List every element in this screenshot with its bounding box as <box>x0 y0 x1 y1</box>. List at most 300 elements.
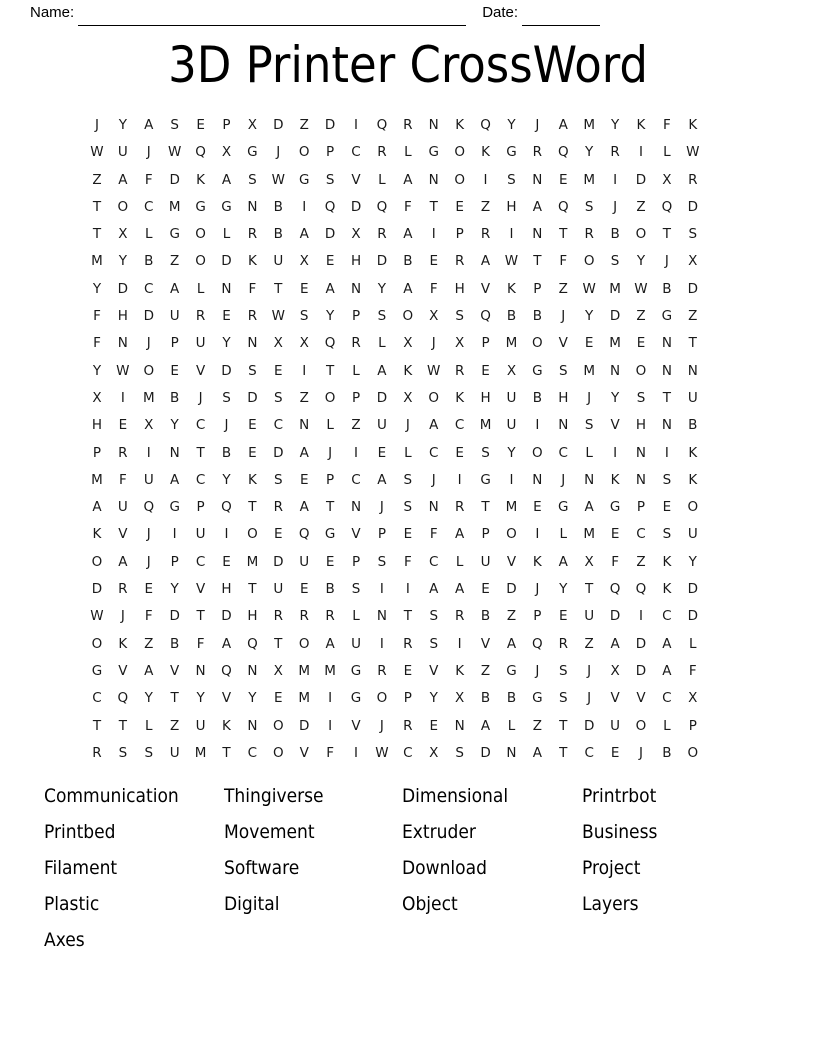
letter-cell[interactable]: R <box>273 608 283 625</box>
letter-cell[interactable] <box>706 494 732 521</box>
letter-cell[interactable]: Q <box>247 635 258 652</box>
letter-cell[interactable]: V <box>610 690 620 707</box>
letter-cell[interactable]: T <box>662 226 672 243</box>
letter-cell[interactable] <box>706 276 732 303</box>
letter-cell[interactable]: E <box>325 553 335 570</box>
letter-cell[interactable]: X <box>92 389 102 406</box>
letter-cell[interactable]: Z <box>506 608 517 625</box>
letter-cell[interactable]: G <box>480 471 491 488</box>
letter-cell[interactable] <box>706 658 732 685</box>
letter-cell[interactable]: E <box>274 690 283 707</box>
letter-cell[interactable]: J <box>94 117 99 133</box>
letter-cell[interactable]: O <box>247 526 258 543</box>
letter-cell[interactable]: Y <box>196 690 205 707</box>
letter-cell[interactable]: W <box>271 308 285 325</box>
letter-cell[interactable]: E <box>196 117 205 133</box>
letter-cell[interactable]: R <box>247 226 258 243</box>
letter-cell[interactable]: Z <box>299 389 309 406</box>
letter-cell[interactable]: T <box>662 389 672 406</box>
letter-cell[interactable]: G <box>558 499 569 516</box>
letter-cell[interactable]: C <box>558 444 568 461</box>
letter-cell[interactable]: O <box>272 717 284 734</box>
letter-cell[interactable]: M <box>194 744 207 761</box>
letter-cell[interactable]: R <box>377 144 387 161</box>
letter-cell[interactable]: K <box>118 635 128 652</box>
letter-cell[interactable]: V <box>195 581 206 598</box>
letter-cell[interactable]: L <box>378 335 386 352</box>
letter-cell[interactable]: S <box>222 389 231 406</box>
letter-cell[interactable]: X <box>351 226 361 243</box>
letter-cell[interactable]: G <box>609 499 621 516</box>
letter-cell[interactable]: P <box>351 389 361 406</box>
letter-cell[interactable]: Y <box>92 362 102 379</box>
letter-cell[interactable]: B <box>273 198 283 215</box>
letter-cell[interactable]: F <box>403 198 412 215</box>
letter-cell[interactable]: P <box>92 444 102 461</box>
letter-cell[interactable]: L <box>507 717 516 734</box>
letter-cell[interactable]: X <box>273 335 283 352</box>
letter-cell[interactable]: E <box>274 362 283 379</box>
letter-cell[interactable]: Y <box>636 253 646 270</box>
letter-cell[interactable]: G <box>661 308 673 325</box>
letter-cell[interactable]: U <box>351 635 361 652</box>
letter-cell[interactable]: M <box>479 417 492 434</box>
letter-cell[interactable]: J <box>224 417 229 434</box>
letter-cell[interactable]: N <box>428 499 439 516</box>
letter-cell[interactable]: P <box>170 553 179 570</box>
letter-cell[interactable]: A <box>480 253 491 270</box>
letter-cell[interactable]: D <box>376 389 388 406</box>
letter-cell[interactable]: G <box>169 226 180 243</box>
letter-cell[interactable]: B <box>688 417 698 434</box>
letter-cell[interactable]: K <box>247 471 257 488</box>
letter-cell[interactable]: M <box>609 280 621 297</box>
letter-cell[interactable]: P <box>481 526 490 543</box>
letter-cell[interactable]: I <box>457 471 462 488</box>
letter-cell[interactable]: L <box>145 717 153 734</box>
letter-cell[interactable]: T <box>222 744 231 761</box>
letter-cell[interactable]: S <box>351 581 361 598</box>
letter-cell[interactable]: M <box>91 471 103 488</box>
letter-cell[interactable]: R <box>247 308 258 325</box>
letter-cell[interactable]: G <box>221 198 232 215</box>
letter-cell[interactable]: Y <box>507 444 516 461</box>
letter-cell[interactable]: Z <box>688 308 698 325</box>
letter-cell[interactable]: E <box>455 198 464 215</box>
letter-cell[interactable]: C <box>195 417 206 434</box>
letter-cell[interactable]: C <box>144 198 154 215</box>
letter-cell[interactable]: S <box>144 744 154 761</box>
letter-cell[interactable]: O <box>91 635 103 652</box>
word-list-item[interactable]: Printbed <box>44 821 116 843</box>
letter-cell[interactable]: Y <box>92 280 102 297</box>
letter-cell[interactable]: H <box>635 417 647 434</box>
letter-cell[interactable]: T <box>688 335 697 352</box>
letter-cell[interactable]: V <box>170 662 180 679</box>
letter-cell[interactable]: N <box>376 608 387 625</box>
letter-cell[interactable]: O <box>324 389 336 406</box>
letter-cell[interactable]: J <box>276 144 281 161</box>
letter-cell[interactable]: Y <box>222 471 231 488</box>
letter-cell[interactable]: J <box>379 717 384 734</box>
letter-cell[interactable]: T <box>92 717 102 734</box>
letter-cell[interactable]: C <box>195 553 206 570</box>
letter-cell[interactable]: L <box>326 417 334 434</box>
letter-cell[interactable]: U <box>117 499 128 516</box>
letter-cell[interactable]: U <box>195 717 206 734</box>
letter-cell[interactable]: A <box>455 581 465 598</box>
letter-cell[interactable]: U <box>273 581 284 598</box>
letter-cell[interactable]: D <box>350 198 362 215</box>
letter-cell[interactable]: G <box>532 690 543 707</box>
letter-cell[interactable] <box>706 467 732 494</box>
letter-cell[interactable]: X <box>299 253 309 270</box>
letter-cell[interactable]: N <box>195 662 206 679</box>
letter-cell[interactable]: S <box>688 226 698 243</box>
letter-cell[interactable]: L <box>196 280 205 297</box>
letter-cell[interactable]: V <box>506 553 517 570</box>
letter-cell[interactable]: X <box>403 335 413 352</box>
letter-cell[interactable]: Q <box>557 144 569 161</box>
letter-cell[interactable]: N <box>247 662 258 679</box>
letter-cell[interactable]: S <box>377 308 387 325</box>
letter-cell[interactable]: C <box>662 608 672 625</box>
letter-cell[interactable]: J <box>535 117 540 133</box>
letter-cell[interactable]: G <box>506 662 517 679</box>
letter-cell[interactable]: R <box>403 117 413 133</box>
letter-cell[interactable]: N <box>661 335 672 352</box>
letter-cell[interactable]: M <box>583 526 595 543</box>
letter-cell[interactable]: V <box>610 417 620 434</box>
letter-cell[interactable]: A <box>455 526 465 543</box>
letter-cell[interactable]: Y <box>610 117 620 133</box>
letter-cell[interactable]: J <box>146 526 151 543</box>
letter-cell[interactable]: X <box>299 335 309 352</box>
letter-cell[interactable]: E <box>248 417 257 434</box>
letter-cell[interactable]: L <box>378 171 386 188</box>
letter-cell[interactable]: O <box>454 144 465 161</box>
letter-cell[interactable]: R <box>454 608 465 625</box>
letter-cell[interactable]: F <box>559 253 568 270</box>
letter-cell[interactable]: D <box>221 362 232 379</box>
letter-cell[interactable]: A <box>532 744 542 761</box>
letter-cell[interactable]: R <box>403 635 413 652</box>
letter-cell[interactable]: I <box>172 526 177 543</box>
letter-cell[interactable]: Y <box>688 553 697 570</box>
letter-cell[interactable]: I <box>302 198 307 215</box>
letter-cell[interactable]: R <box>558 635 568 652</box>
letter-cell[interactable]: Q <box>298 526 310 543</box>
word-list-item[interactable]: Printrbot <box>582 785 657 807</box>
letter-cell[interactable]: H <box>117 308 128 325</box>
letter-cell[interactable]: Y <box>585 144 594 161</box>
letter-cell[interactable]: U <box>195 526 206 543</box>
letter-cell[interactable]: O <box>532 444 543 461</box>
letter-cell[interactable]: S <box>558 362 568 379</box>
letter-cell[interactable]: K <box>403 362 413 379</box>
letter-cell[interactable]: J <box>146 144 151 161</box>
letter-cell[interactable]: E <box>299 581 309 598</box>
letter-cell[interactable]: S <box>325 171 335 188</box>
letter-cell[interactable]: J <box>328 444 333 461</box>
letter-cell[interactable]: D <box>687 608 698 625</box>
word-list-item[interactable]: Digital <box>224 893 280 915</box>
letter-cell[interactable]: M <box>91 253 103 270</box>
word-list-item[interactable]: Project <box>582 857 641 879</box>
letter-cell[interactable]: R <box>325 608 335 625</box>
letter-cell[interactable]: K <box>455 117 465 133</box>
letter-cell[interactable]: M <box>583 362 595 379</box>
letter-cell[interactable]: I <box>457 635 462 652</box>
letter-cell[interactable]: K <box>688 471 698 488</box>
letter-cell[interactable]: B <box>662 744 672 761</box>
letter-cell[interactable]: R <box>688 171 698 188</box>
letter-cell[interactable]: G <box>298 171 310 188</box>
letter-cell[interactable]: J <box>431 335 436 352</box>
letter-cell[interactable]: C <box>144 280 154 297</box>
letter-cell[interactable]: N <box>247 198 258 215</box>
letter-cell[interactable]: D <box>221 608 232 625</box>
letter-cell[interactable]: T <box>559 717 568 734</box>
letter-cell[interactable]: F <box>118 471 127 488</box>
letter-cell[interactable]: O <box>583 253 595 270</box>
letter-cell[interactable]: U <box>195 335 206 352</box>
letter-cell[interactable]: U <box>117 144 128 161</box>
letter-cell[interactable]: Z <box>144 635 154 652</box>
letter-cell[interactable]: B <box>506 690 517 707</box>
letter-cell[interactable]: U <box>299 553 310 570</box>
letter-cell[interactable]: A <box>221 171 232 188</box>
letter-cell[interactable]: A <box>144 662 154 679</box>
letter-cell[interactable]: T <box>170 690 179 707</box>
letter-cell[interactable]: S <box>403 471 413 488</box>
name-write-line[interactable] <box>78 9 466 26</box>
letter-cell[interactable]: E <box>455 444 464 461</box>
letter-cell[interactable]: P <box>170 335 179 352</box>
letter-cell[interactable]: J <box>535 662 540 679</box>
letter-cell[interactable]: I <box>509 471 514 488</box>
letter-cell[interactable]: A <box>558 117 568 133</box>
letter-cell[interactable]: Y <box>170 417 179 434</box>
letter-cell[interactable]: A <box>170 471 180 488</box>
letter-cell[interactable]: T <box>248 581 257 598</box>
letter-cell[interactable]: S <box>248 362 257 379</box>
letter-cell[interactable]: D <box>635 662 647 679</box>
letter-cell[interactable]: G <box>195 198 206 215</box>
letter-cell[interactable]: J <box>535 581 540 598</box>
letter-cell[interactable]: U <box>273 253 284 270</box>
letter-cell[interactable]: R <box>403 717 413 734</box>
letter-cell[interactable]: T <box>118 717 127 734</box>
letter-cell[interactable]: X <box>688 253 698 270</box>
letter-cell[interactable]: L <box>404 144 412 161</box>
letter-cell[interactable]: F <box>663 117 671 133</box>
letter-cell[interactable]: I <box>146 444 151 461</box>
letter-cell[interactable]: S <box>274 471 283 488</box>
letter-cell[interactable]: A <box>403 226 413 243</box>
letter-cell[interactable]: F <box>144 608 153 625</box>
letter-cell[interactable]: C <box>273 417 284 434</box>
letter-cell[interactable]: E <box>325 253 335 270</box>
letter-cell[interactable]: B <box>273 226 283 243</box>
letter-cell[interactable]: M <box>583 171 595 188</box>
letter-cell[interactable]: L <box>663 144 671 161</box>
letter-cell[interactable]: B <box>170 635 180 652</box>
letter-cell[interactable]: A <box>558 553 568 570</box>
letter-cell[interactable]: R <box>273 499 283 516</box>
letter-cell[interactable]: O <box>532 335 543 352</box>
word-list-item[interactable]: Axes <box>44 929 85 951</box>
letter-cell[interactable]: L <box>352 362 360 379</box>
letter-cell[interactable] <box>706 303 732 330</box>
letter-cell[interactable]: D <box>143 308 154 325</box>
letter-cell[interactable]: Z <box>584 635 594 652</box>
letter-cell[interactable]: N <box>532 226 543 243</box>
letter-cell[interactable]: V <box>480 280 491 297</box>
letter-cell[interactable]: O <box>376 690 388 707</box>
letter-cell[interactable]: S <box>429 608 439 625</box>
letter-cell[interactable]: R <box>454 362 465 379</box>
letter-cell[interactable]: P <box>326 144 335 161</box>
letter-cell[interactable]: H <box>480 389 491 406</box>
letter-cell[interactable]: P <box>481 335 490 352</box>
letter-cell[interactable]: Q <box>376 198 388 215</box>
letter-cell[interactable]: T <box>325 499 335 516</box>
date-write-line[interactable] <box>522 9 600 26</box>
letter-cell[interactable]: Y <box>144 690 153 707</box>
letter-cell[interactable]: S <box>170 117 179 133</box>
letter-cell[interactable]: K <box>455 389 465 406</box>
letter-cell[interactable]: A <box>92 499 102 516</box>
letter-cell[interactable]: L <box>689 635 697 652</box>
letter-cell[interactable]: N <box>299 417 310 434</box>
letter-cell[interactable]: S <box>662 526 672 543</box>
letter-cell[interactable]: O <box>635 226 647 243</box>
letter-cell[interactable]: H <box>247 608 258 625</box>
letter-cell[interactable]: S <box>118 744 128 761</box>
letter-cell[interactable]: O <box>195 226 206 243</box>
letter-cell[interactable]: P <box>455 226 464 243</box>
letter-cell[interactable]: Y <box>118 117 127 133</box>
letter-cell[interactable]: I <box>638 144 643 161</box>
letter-cell[interactable]: N <box>247 335 258 352</box>
letter-cell[interactable]: D <box>635 171 647 188</box>
letter-cell[interactable]: J <box>146 553 151 570</box>
letter-cell[interactable]: J <box>561 308 566 325</box>
letter-cell[interactable]: Y <box>222 335 231 352</box>
letter-cell[interactable]: B <box>325 581 335 598</box>
letter-cell[interactable]: E <box>222 553 231 570</box>
letter-cell[interactable]: B <box>532 308 542 325</box>
letter-cell[interactable]: Q <box>195 144 206 161</box>
letter-cell[interactable]: I <box>379 581 384 598</box>
letter-cell[interactable]: J <box>431 471 436 488</box>
letter-cell[interactable]: D <box>635 635 647 652</box>
letter-cell[interactable]: L <box>559 526 568 543</box>
letter-cell[interactable]: F <box>403 553 412 570</box>
letter-cell[interactable]: X <box>144 417 154 434</box>
letter-cell[interactable]: X <box>455 335 465 352</box>
letter-cell[interactable]: F <box>93 335 101 352</box>
letter-cell[interactable]: A <box>377 471 387 488</box>
letter-cell[interactable]: I <box>354 444 358 461</box>
letter-cell[interactable]: J <box>664 253 669 270</box>
letter-cell[interactable] <box>706 603 732 630</box>
letter-cell[interactable]: N <box>169 444 180 461</box>
letter-cell[interactable]: F <box>248 280 257 297</box>
letter-cell[interactable]: J <box>561 471 566 488</box>
letter-cell[interactable]: S <box>455 308 464 325</box>
letter-cell[interactable]: A <box>403 280 413 297</box>
letter-cell[interactable]: A <box>299 444 309 461</box>
letter-cell[interactable]: I <box>638 608 643 625</box>
letter-cell[interactable]: K <box>662 553 672 570</box>
letter-cell[interactable]: Q <box>609 581 621 598</box>
letter-cell[interactable]: U <box>687 526 698 543</box>
letter-cell[interactable]: I <box>302 362 307 379</box>
letter-cell[interactable]: O <box>687 499 699 516</box>
letter-cell[interactable]: U <box>143 471 154 488</box>
letter-cell[interactable]: B <box>480 608 491 625</box>
letter-cell[interactable]: T <box>248 499 257 516</box>
letter-cell[interactable]: S <box>584 417 594 434</box>
letter-cell[interactable]: A <box>377 362 387 379</box>
letter-cell[interactable]: E <box>429 717 438 734</box>
letter-cell[interactable]: D <box>609 308 621 325</box>
letter-cell[interactable]: Q <box>324 335 336 352</box>
letter-cell[interactable]: I <box>431 226 436 243</box>
letter-cell[interactable]: G <box>324 526 336 543</box>
letter-cell[interactable]: K <box>688 117 698 133</box>
letter-cell[interactable]: D <box>376 253 388 270</box>
letter-cell[interactable]: F <box>429 526 438 543</box>
letter-cell[interactable]: Q <box>557 198 569 215</box>
letter-cell[interactable]: R <box>377 226 387 243</box>
letter-cell[interactable]: L <box>663 717 671 734</box>
letter-cell[interactable]: W <box>634 280 648 297</box>
letter-cell[interactable]: K <box>481 144 490 161</box>
letter-cell[interactable]: D <box>687 280 698 297</box>
letter-cell[interactable]: H <box>221 581 232 598</box>
letter-cell[interactable]: N <box>687 362 698 379</box>
letter-cell[interactable]: B <box>532 389 542 406</box>
letter-cell[interactable]: C <box>429 444 439 461</box>
letter-cell[interactable]: D <box>169 608 180 625</box>
word-search-grid[interactable] <box>84 112 732 767</box>
letter-cell[interactable]: L <box>585 444 593 461</box>
letter-cell[interactable]: J <box>587 690 592 707</box>
letter-cell[interactable]: Z <box>170 717 180 734</box>
letter-cell[interactable]: Q <box>221 499 232 516</box>
letter-cell[interactable]: A <box>584 499 594 516</box>
letter-cell[interactable]: E <box>636 335 646 352</box>
letter-cell[interactable]: I <box>354 117 358 133</box>
letter-cell[interactable]: N <box>454 717 465 734</box>
letter-cell[interactable]: T <box>196 444 205 461</box>
letter-cell[interactable]: C <box>429 553 439 570</box>
letter-cell[interactable]: N <box>584 471 595 488</box>
letter-cell[interactable]: D <box>324 117 336 133</box>
letter-cell[interactable]: V <box>118 526 128 543</box>
letter-cell[interactable]: Y <box>507 117 516 133</box>
letter-cell[interactable]: M <box>142 389 155 406</box>
letter-cell[interactable]: S <box>377 553 387 570</box>
letter-cell[interactable]: V <box>558 335 568 352</box>
letter-cell[interactable]: A <box>144 117 154 133</box>
letter-cell[interactable]: X <box>610 662 620 679</box>
letter-cell[interactable]: J <box>198 389 203 406</box>
letter-cell[interactable]: T <box>403 608 412 625</box>
